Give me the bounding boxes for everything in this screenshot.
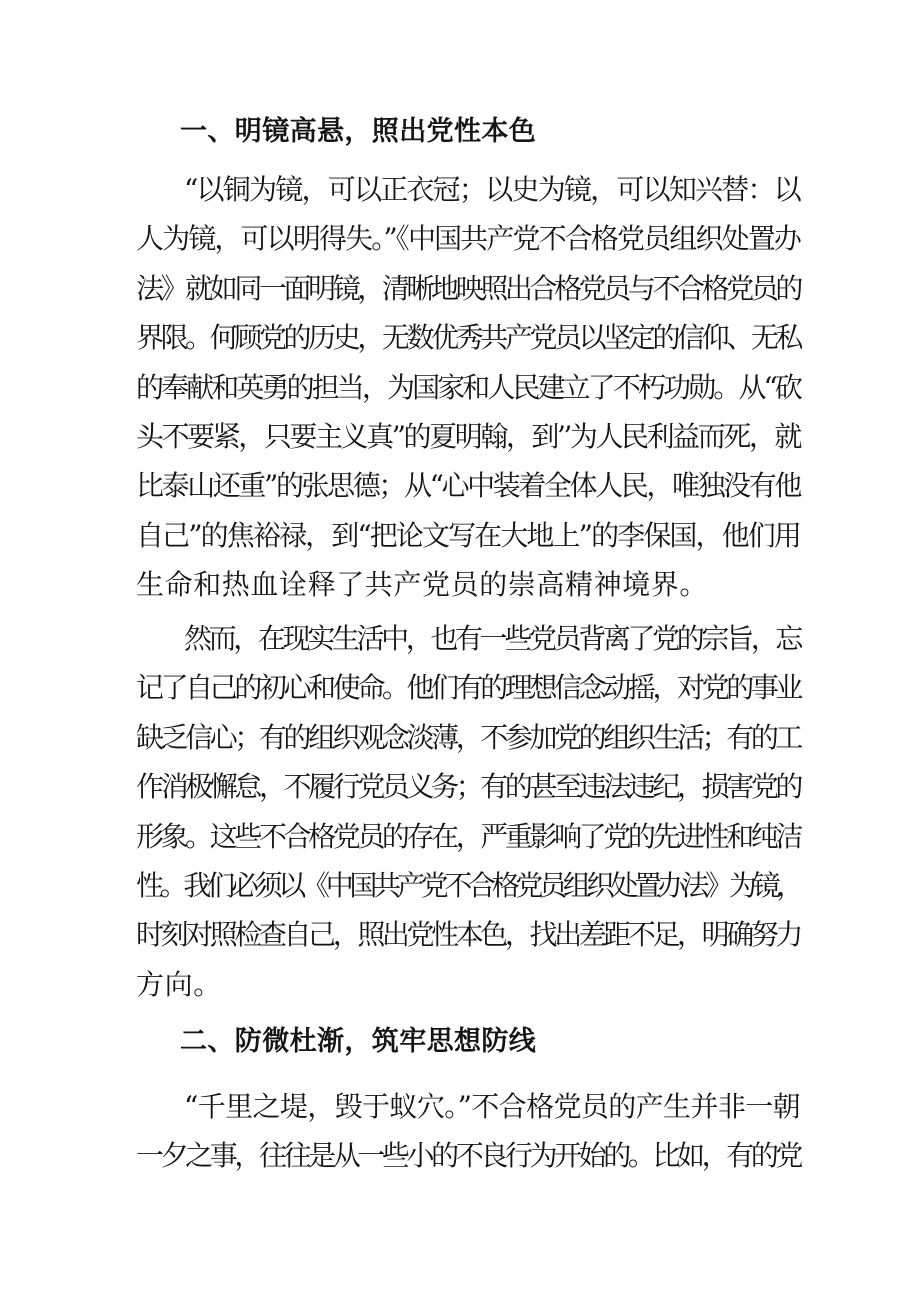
paragraph-line: 形象。这些不合格党员的存在，严重影响了党的先进性和纯洁 bbox=[136, 819, 801, 853]
section-1-paragraph-1 bbox=[0, 165, 920, 610]
section-heading-text: 二、防微杜渐，筑牢思想防线 bbox=[180, 1026, 537, 1057]
section-1-paragraph-2 bbox=[0, 614, 920, 1009]
paragraph-line: 人为镜，可以明得失。”《中国共产党不合格党员组织处置办 bbox=[136, 222, 800, 256]
paragraph-line: 界限。何顾党的历史，无数优秀共产党员以坚定的信仰、无私 bbox=[136, 321, 801, 355]
paragraph-line: 生命和热血诠释了共产党员的崇高精神境界。 bbox=[136, 568, 709, 602]
paragraph-line: 作消极懈怠，不履行党员义务；有的甚至违法违纪，损害党的 bbox=[136, 770, 801, 804]
paragraph-line: 头不要紧，只要主义真”的夏明翰，到’’为人民利益而死，就 bbox=[136, 419, 800, 453]
paragraph-line: 自己”的焦裕禄，到“把论文写在大地上”的李保国，他们用 bbox=[136, 518, 800, 552]
section-2-heading bbox=[0, 1017, 920, 1066]
paragraph-line: 法》就如同一面明镜，清晰地映照出合格党员与不合格党员的 bbox=[136, 271, 801, 305]
paragraph-line: “千里之堤，毁于蚁穴。”不合格党员的产生并非一朝 bbox=[184, 1090, 800, 1123]
section-heading-text: 一、明镜高悬，照出党性本色 bbox=[180, 116, 537, 147]
paragraph-line: “以铜为镜，可以正衣冠；以史为镜，可以知兴替：以 bbox=[184, 173, 800, 206]
paragraph-line: 性。我们必须以《中国共产党不合格党员组织处置办法》为镜， bbox=[136, 868, 800, 902]
paragraph-line: 的奉献和英勇的担当，为国家和人民建立了不朽功勋。从“砍 bbox=[136, 370, 800, 404]
paragraph-line: 时刻对照检查自己，照出党性本色，找出差距不足，明确努力 bbox=[136, 918, 801, 952]
paragraph-line: 记了自己的初心和使命。他们有的理想信念动摇，对党的事业 bbox=[136, 671, 801, 705]
paragraph-line: 缺乏信心；有的组织观念淡薄，不参加党的组织生活；有的工 bbox=[136, 720, 801, 754]
paragraph-line: 比泰山还重”的张思德；从“心中装着全体人民，唯独没有他 bbox=[136, 469, 800, 503]
section-2-paragraph-1 bbox=[0, 1082, 920, 1181]
paragraph-line: 然而，在现实生活中，也有一些党员背离了党的宗旨，忘 bbox=[184, 622, 800, 655]
section-1-heading bbox=[0, 107, 920, 156]
paragraph-line: 一夕之事，往往是从一些小的不良行为开始的。比如，有的党 bbox=[136, 1139, 801, 1173]
paragraph-line: 方向。 bbox=[136, 967, 222, 1001]
